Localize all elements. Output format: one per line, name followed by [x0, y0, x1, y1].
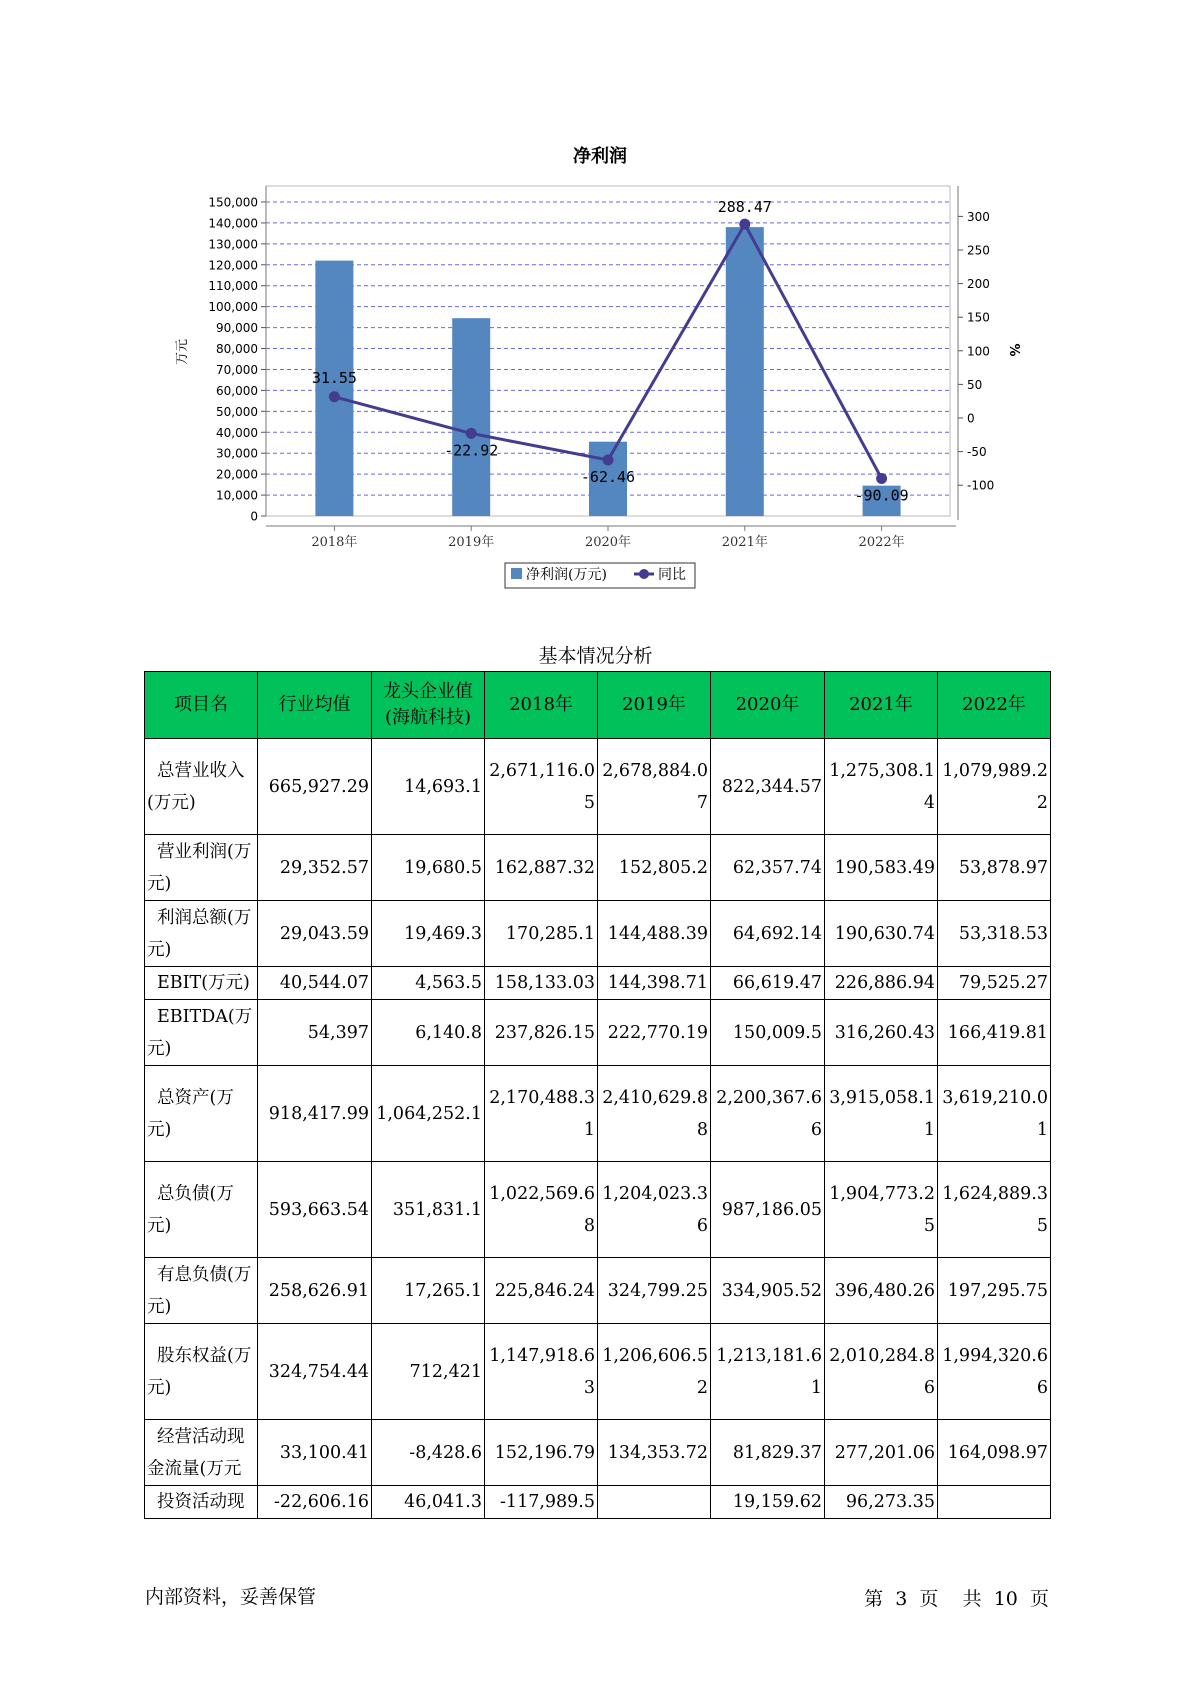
left-tick-label: 60,000 [216, 383, 258, 398]
table-cell: 14,693.1 [372, 739, 485, 835]
table-cell: 150,009.5 [711, 1000, 825, 1066]
basic-analysis-table [144, 671, 1051, 1519]
table-cell: 81,829.37 [711, 1420, 825, 1486]
row-label-text: EBIT(万元) [157, 973, 250, 993]
table-cell: 197,295.75 [938, 1258, 1051, 1324]
bar-2018年 [315, 261, 353, 516]
table-cell: 1,204,023.36 [598, 1162, 711, 1258]
header-cell: 行业均值 [258, 672, 372, 739]
yoy-label: 31.55 [311, 368, 357, 387]
table-cell: 2,671,116.05 [485, 739, 598, 835]
left-tick-label: 140,000 [208, 216, 258, 231]
left-tick-label: 110,000 [208, 279, 258, 294]
table-cell: 46,041.3 [372, 1486, 485, 1519]
table-cell: 324,754.44 [258, 1324, 372, 1420]
table-cell: 1,994,320.66 [938, 1324, 1051, 1420]
table-cell: 665,927.29 [258, 739, 372, 835]
header-cell: 2018年 [485, 672, 598, 739]
table-row [145, 1258, 1051, 1324]
legend-line-marker [639, 569, 649, 579]
table-cell: -8,428.6 [372, 1420, 485, 1486]
table-cell: 66,619.47 [711, 967, 825, 1000]
legend-bar-label: 净利润(万元) [526, 567, 607, 583]
table-cell: 396,480.26 [825, 1258, 938, 1324]
row-label [145, 739, 258, 835]
table-cell: 164,098.97 [938, 1420, 1051, 1486]
right-tick-label: 0 [967, 411, 975, 426]
table-row [145, 967, 1051, 1000]
yoy-label: 288.47 [717, 198, 772, 217]
table-cell: 2,010,284.86 [825, 1324, 938, 1420]
table-cell: 54,397 [258, 1000, 372, 1066]
header-cell: 项目名 [145, 672, 258, 739]
table-cell: 162,887.32 [485, 835, 598, 901]
footer-confidential-note: 内部资料，妥善保管 [145, 1586, 317, 1608]
table-cell [938, 1486, 1051, 1519]
right-tick-label: 250 [967, 243, 990, 258]
x-tick-label: 2021年 [721, 535, 768, 550]
left-tick-label: 150,000 [208, 195, 258, 210]
table-cell: 1,022,569.68 [485, 1162, 598, 1258]
table-cell: 29,043.59 [258, 901, 372, 967]
table-row [145, 1486, 1051, 1519]
table-cell: -22,606.16 [258, 1486, 372, 1519]
row-label-text: EBITDA(万元) [147, 1006, 253, 1059]
table-cell: 166,419.81 [938, 1000, 1051, 1066]
table-cell: 19,469.3 [372, 901, 485, 967]
table-cell: 144,398.71 [598, 967, 711, 1000]
x-tick-label: 2020年 [584, 535, 632, 550]
left-tick-label: 50,000 [216, 404, 258, 419]
right-tick-label: 300 [967, 209, 990, 224]
left-tick-label: 100,000 [208, 300, 258, 315]
left-tick-label: 120,000 [208, 258, 258, 273]
row-label [145, 1000, 258, 1066]
left-tick-label: 70,000 [216, 362, 258, 377]
row-label-text: 总负债(万元) [147, 1183, 234, 1236]
table-cell: 277,201.06 [825, 1420, 938, 1486]
left-tick-label: 130,000 [208, 237, 258, 252]
table-header-row [145, 672, 1051, 739]
table-cell: 19,159.62 [711, 1486, 825, 1519]
table-body [145, 739, 1051, 1519]
row-label-text: 总营业收入(万元) [147, 760, 245, 813]
table-cell: 334,905.52 [711, 1258, 825, 1324]
table-row [145, 739, 1051, 835]
right-tick-label: 150 [967, 310, 990, 325]
header-cell: 龙头企业值(海航科技) [372, 672, 485, 739]
bar-2021年 [726, 227, 764, 516]
table-row [145, 1420, 1051, 1486]
right-tick-label: -100 [967, 478, 995, 493]
header-cell: 2021年 [825, 672, 938, 739]
table-cell: -117,989.5 [485, 1486, 598, 1519]
table-cell: 96,273.35 [825, 1486, 938, 1519]
table-cell: 2,410,629.88 [598, 1066, 711, 1162]
table-cell: 593,663.54 [258, 1162, 372, 1258]
row-label [145, 1420, 258, 1486]
table-row [145, 1162, 1051, 1258]
left-tick-label: 0 [250, 509, 258, 524]
table-cell: 351,831.1 [372, 1162, 485, 1258]
table-cell: 237,826.15 [485, 1000, 598, 1066]
page-number: 3 [895, 1588, 908, 1610]
table-cell: 62,357.74 [711, 835, 825, 901]
row-label [145, 1162, 258, 1258]
table-cell: 158,133.03 [485, 967, 598, 1000]
left-tick-label: 30,000 [216, 446, 258, 461]
row-label-text: 投资活动现 [157, 1492, 245, 1512]
left-axis [208, 186, 266, 524]
table-cell: 190,583.49 [825, 835, 938, 901]
page-prefix: 第 [864, 1588, 884, 1610]
table-cell: 822,344.57 [711, 739, 825, 835]
table-caption: 基本情况分析 [538, 645, 653, 667]
x-tick-label: 2019年 [448, 535, 495, 550]
row-label [145, 967, 258, 1000]
legend-line-label: 同比 [658, 567, 686, 583]
row-label-text: 股东权益(万元) [147, 1345, 252, 1398]
table-cell: 324,799.25 [598, 1258, 711, 1324]
yoy-point-2021年 [739, 219, 750, 230]
legend [505, 563, 695, 588]
x-tick-label: 2018年 [311, 535, 358, 550]
row-label [145, 1486, 258, 1519]
table-cell: 4,563.5 [372, 967, 485, 1000]
table-cell: 1,147,918.63 [485, 1324, 598, 1420]
page-suffix: 页 [919, 1588, 939, 1610]
right-tick-label: 100 [967, 344, 990, 359]
table-cell: 152,196.79 [485, 1420, 598, 1486]
table-cell: 2,170,488.31 [485, 1066, 598, 1162]
table-cell: 258,626.91 [258, 1258, 372, 1324]
table-row [145, 1066, 1051, 1162]
left-tick-label: 40,000 [216, 425, 258, 440]
table-cell: 1,213,181.61 [711, 1324, 825, 1420]
row-label [145, 901, 258, 967]
total-prefix: 共 [962, 1588, 982, 1610]
table-row [145, 1000, 1051, 1066]
table-cell: 3,915,058.11 [825, 1066, 938, 1162]
table-cell: 170,285.1 [485, 901, 598, 967]
table-cell: 712,421 [372, 1324, 485, 1420]
table-cell: 64,692.14 [711, 901, 825, 967]
table-cell: 918,417.99 [258, 1066, 372, 1162]
left-tick-label: 20,000 [216, 467, 258, 482]
chart-title: 净利润 [573, 146, 627, 167]
table-cell: 190,630.74 [825, 901, 938, 967]
table-cell: 53,318.53 [938, 901, 1051, 967]
net-profit-chart [0, 0, 1191, 600]
yoy-label: -22.92 [444, 441, 499, 460]
x-axis [266, 526, 956, 550]
yoy-point-2020年 [603, 454, 614, 465]
row-label [145, 1066, 258, 1162]
header-cell: 2020年 [711, 672, 825, 739]
bar-2019年 [452, 318, 490, 516]
total-pages: 10 [993, 1588, 1018, 1610]
table-cell: 987,186.05 [711, 1162, 825, 1258]
table-cell: 226,886.94 [825, 967, 938, 1000]
total-suffix: 页 [1029, 1588, 1049, 1610]
table-cell: 33,100.41 [258, 1420, 372, 1486]
table-cell: 1,275,308.14 [825, 739, 938, 835]
table-cell: 79,525.27 [938, 967, 1051, 1000]
table-cell: 316,260.43 [825, 1000, 938, 1066]
table-cell: 1,624,889.35 [938, 1162, 1051, 1258]
left-tick-label: 80,000 [216, 342, 258, 357]
header-cell: 2022年 [938, 672, 1051, 739]
row-label-text: 利润总额(万元) [147, 907, 252, 960]
table-cell: 152,805.2 [598, 835, 711, 901]
table-cell: 144,488.39 [598, 901, 711, 967]
row-label [145, 835, 258, 901]
row-label-text: 经营活动现金流量(万元 [147, 1426, 245, 1479]
table-cell: 19,680.5 [372, 835, 485, 901]
yoy-point-2019年 [466, 428, 477, 439]
left-axis-title: 万元 [175, 338, 190, 366]
legend-bar-swatch [511, 568, 522, 579]
yoy-label: -62.46 [580, 467, 636, 486]
table-cell: 222,770.19 [598, 1000, 711, 1066]
table-cell: 1,079,989.22 [938, 739, 1051, 835]
table-cell: 1,904,773.25 [825, 1162, 938, 1258]
table-cell: 134,353.72 [598, 1420, 711, 1486]
table-row [145, 835, 1051, 901]
table-row [145, 901, 1051, 967]
table-cell: 2,200,367.66 [711, 1066, 825, 1162]
table-cell: 53,878.97 [938, 835, 1051, 901]
yoy-point-2022年 [876, 473, 887, 484]
row-label-text: 营业利润(万元) [147, 841, 252, 894]
table-row [145, 1324, 1051, 1420]
right-tick-label: 200 [967, 277, 990, 292]
x-tick-label: 2022年 [858, 535, 905, 550]
left-tick-label: 90,000 [216, 321, 258, 336]
right-axis-title: % [1006, 343, 1021, 357]
table-cell: 1,064,252.1 [372, 1066, 485, 1162]
yoy-label: -90.09 [854, 486, 909, 505]
table-cell: 29,352.57 [258, 835, 372, 901]
header-cell: 2019年 [598, 672, 711, 739]
yoy-point-2018年 [329, 391, 340, 402]
row-label-text: 有息负债(万元) [147, 1264, 252, 1317]
table-cell: 40,544.07 [258, 967, 372, 1000]
right-tick-label: 50 [967, 377, 983, 392]
table-cell: 6,140.8 [372, 1000, 485, 1066]
table-cell: 225,846.24 [485, 1258, 598, 1324]
table-cell: 2,678,884.07 [598, 739, 711, 835]
table-cell: 3,619,210.01 [938, 1066, 1051, 1162]
right-tick-label: -50 [967, 445, 987, 460]
left-tick-label: 10,000 [216, 488, 258, 503]
right-axis [958, 186, 994, 520]
table-cell [598, 1486, 711, 1519]
table-cell: 1,206,606.52 [598, 1324, 711, 1420]
table-cell: 17,265.1 [372, 1258, 485, 1324]
row-label-text: 总资产(万元) [147, 1087, 234, 1140]
row-label [145, 1324, 258, 1420]
row-label [145, 1258, 258, 1324]
footer-page-number [864, 1584, 1049, 1611]
